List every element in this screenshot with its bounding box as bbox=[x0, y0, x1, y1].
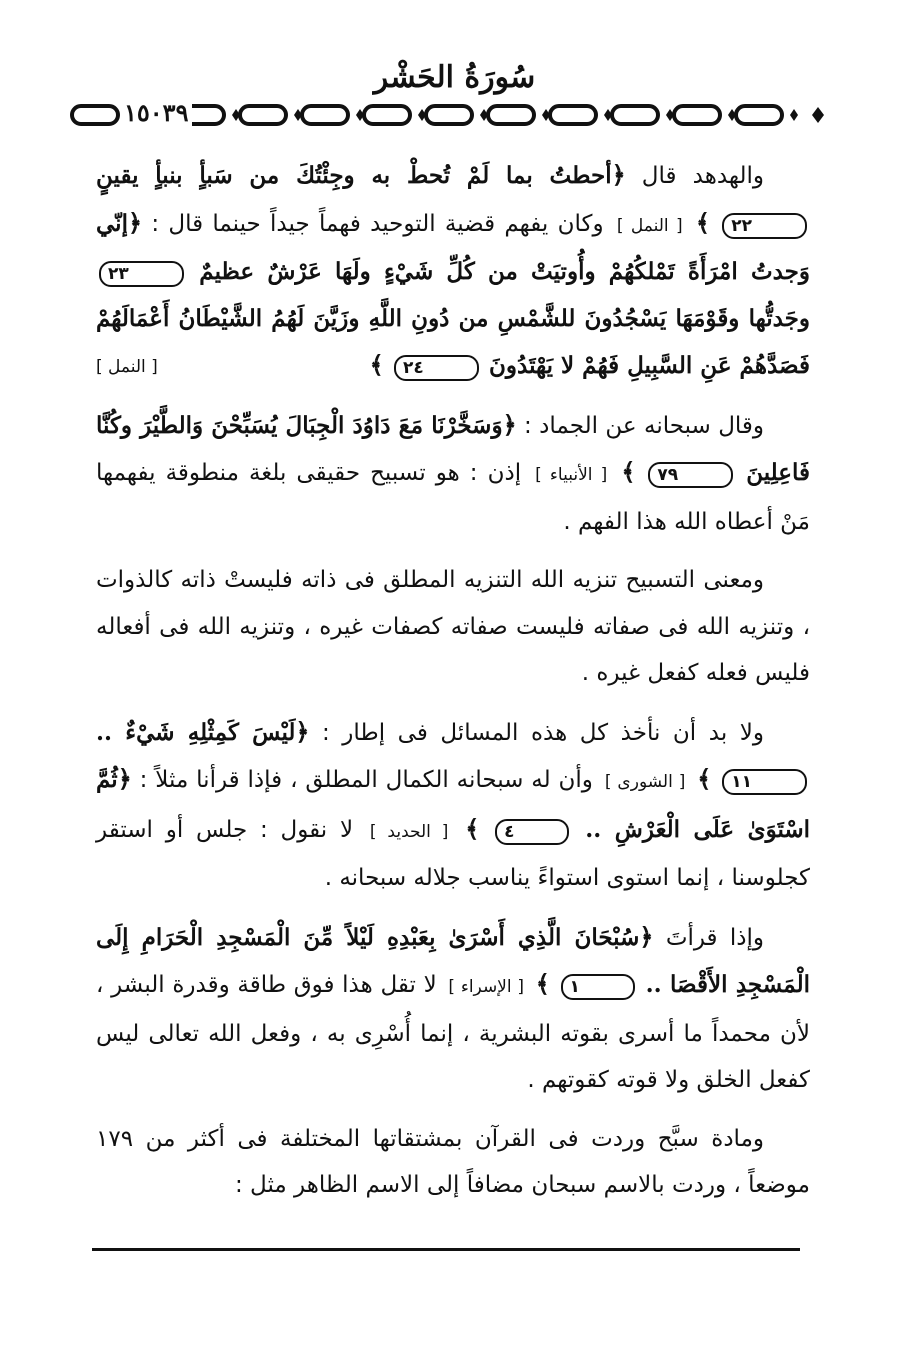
quran-open-bracket: ﴿ bbox=[639, 922, 654, 951]
quran-close-bracket: ﴾ bbox=[465, 814, 480, 843]
ayah-number: ١ bbox=[561, 974, 635, 1000]
paragraph-meaning bbox=[96, 557, 810, 697]
surah-reference: [ النمل ] bbox=[96, 357, 158, 377]
text: وكان يفهم قضية التوحيد فهماً جيداً حينما قال : bbox=[151, 210, 604, 237]
surah-reference: [ الشورى ] bbox=[604, 772, 686, 792]
quran-open-bracket: ﴿ bbox=[295, 717, 310, 746]
page-text bbox=[96, 152, 810, 1221]
quran-open-bracket: ﴿ bbox=[127, 208, 143, 237]
surah-reference: [ الإسراء ] bbox=[448, 977, 525, 997]
text: وإذا قرأتَ bbox=[665, 924, 765, 951]
text: والهدهد قال bbox=[641, 163, 765, 189]
quran-verse: وَسَخَّرْنَا مَعَ دَاوُدَ الْجِبَالَ يُسَبِّحْنَ وَالطَّيْرَ وكُنَّا فَاعِلِينَ bbox=[96, 411, 811, 486]
quran-verse: ثُمَّ اسْتَوَىٰ عَلَى الْعَرْشِ .. bbox=[96, 766, 811, 843]
quran-close-bracket: ﴾ bbox=[369, 351, 384, 379]
ayah-number: ٢٣ bbox=[99, 261, 184, 287]
paragraph-framework bbox=[96, 709, 810, 902]
quran-verse: وجَدتُّها وقَوْمَهَا يَسْجُدُونَ للشَّمْسِ من دُونِ اللَّهِ وزَيَّنَ لَهُمُ الشَّيْطَانُ أَعْمَالَهُمْ فَصَدَّهُمْ عَنِ السَّبِيلِ فَهُمْ لا يَهْتَدُونَ bbox=[96, 304, 810, 379]
text: لا تقل هذا فوق طاقة وقدرة البشر ، لأن محمداً ما أسرى بقوته البشرية ، إنما أُسْرِى به ، وفعل الله تعالى ليس كفعل الخلق ولا قوته كقوتهم . bbox=[96, 972, 810, 1093]
quran-close-bracket: ﴾ bbox=[695, 208, 710, 237]
paragraph-occurrences bbox=[96, 1116, 810, 1209]
ayah-number: ٤ bbox=[495, 819, 569, 845]
quran-verse: أحطتُ بما لَمْ تُحطْ به وجِئْتُكَ من سَبأٍ بنبأٍ يقينٍ bbox=[96, 162, 612, 189]
paragraph-night-journey bbox=[96, 914, 810, 1104]
quran-open-bracket: ﴿ bbox=[117, 765, 132, 793]
ayah-number: ٢٤ bbox=[394, 355, 479, 381]
text: ومعنى التسبيح تنزيه الله التنزيه المطلق فى ذاته فليستْ ذاته كالذوات ، وتنزيه الله فى صفاته فليست صفاته كصفات غيره ، وتنزيه الله فى أفعاله فليس فعله كفعل غيره . bbox=[96, 567, 810, 686]
ayah-number: ٢٢ bbox=[722, 213, 807, 239]
ayah-number: ١١ bbox=[722, 769, 807, 795]
text: وقال سبحانه عن الجماد : bbox=[524, 412, 765, 439]
text: ولا بد أن نأخذ كل هذه المسائل فى إطار : bbox=[322, 719, 764, 746]
quran-open-bracket: ﴿ bbox=[502, 410, 517, 439]
text: وأن له سبحانه الكمال المطلق ، فإذا قرأنا مثلاً : bbox=[139, 767, 593, 793]
surah-reference: [ الأنبياء ] bbox=[535, 465, 608, 485]
paragraph-mountains bbox=[96, 402, 810, 546]
surah-reference: [ النمل ] bbox=[616, 215, 683, 236]
quran-close-bracket: ﴾ bbox=[621, 458, 636, 486]
text: لا نقول : جلس أو استقر كجلوسنا ، إنما استوى استواءً يناسب جلاله سبحانه . bbox=[96, 816, 810, 891]
text: ومادة سبَّح وردت فى القرآن بمشتقاتها المختلفة فى أكثر من ١٧٩ موضعاً ، وردت بالاسم سبحان مضافاً إلى الاسم الظاهر مثل : bbox=[96, 1125, 810, 1198]
page-number: ١٥٠٣٩ bbox=[120, 98, 192, 127]
paragraph-hoopoe bbox=[96, 152, 810, 390]
ayah-number: ٧٩ bbox=[648, 462, 733, 488]
text: إذن : هو تسبيح حقيقى بلغة منطوقة يفهمها مَنْ أعطاه الله هذا الفهم . bbox=[96, 460, 810, 535]
quran-close-bracket: ﴾ bbox=[697, 765, 712, 793]
footer-rule bbox=[92, 1248, 800, 1251]
surah-reference: [ الحديد ] bbox=[369, 821, 449, 842]
quran-verse: لَيْسَ كَمِثْلِهِ شَيْءٌ .. bbox=[96, 718, 296, 746]
quran-verse: سُبْحَانَ الَّذِي أَسْرَىٰ بِعَبْدِهِ لَيْلاً مِّنَ الْمَسْجِدِ الْحَرَامِ إِلَى الْمَسْجِدِ الأَقْصَا .. bbox=[96, 923, 810, 998]
surah-title: سُورَةُ الحَشْر bbox=[373, 60, 536, 95]
quran-open-bracket: ﴿ bbox=[611, 161, 626, 189]
quran-close-bracket: ﴾ bbox=[535, 970, 550, 998]
quran-verse: إنّي وَجدتُ امْرَأَةً تَمْلكُهُمْ وأُوتيَتْ من كُلِّ شَيْءٍ ولَهَا عَرْشٌ عظيمٌ bbox=[96, 209, 810, 285]
